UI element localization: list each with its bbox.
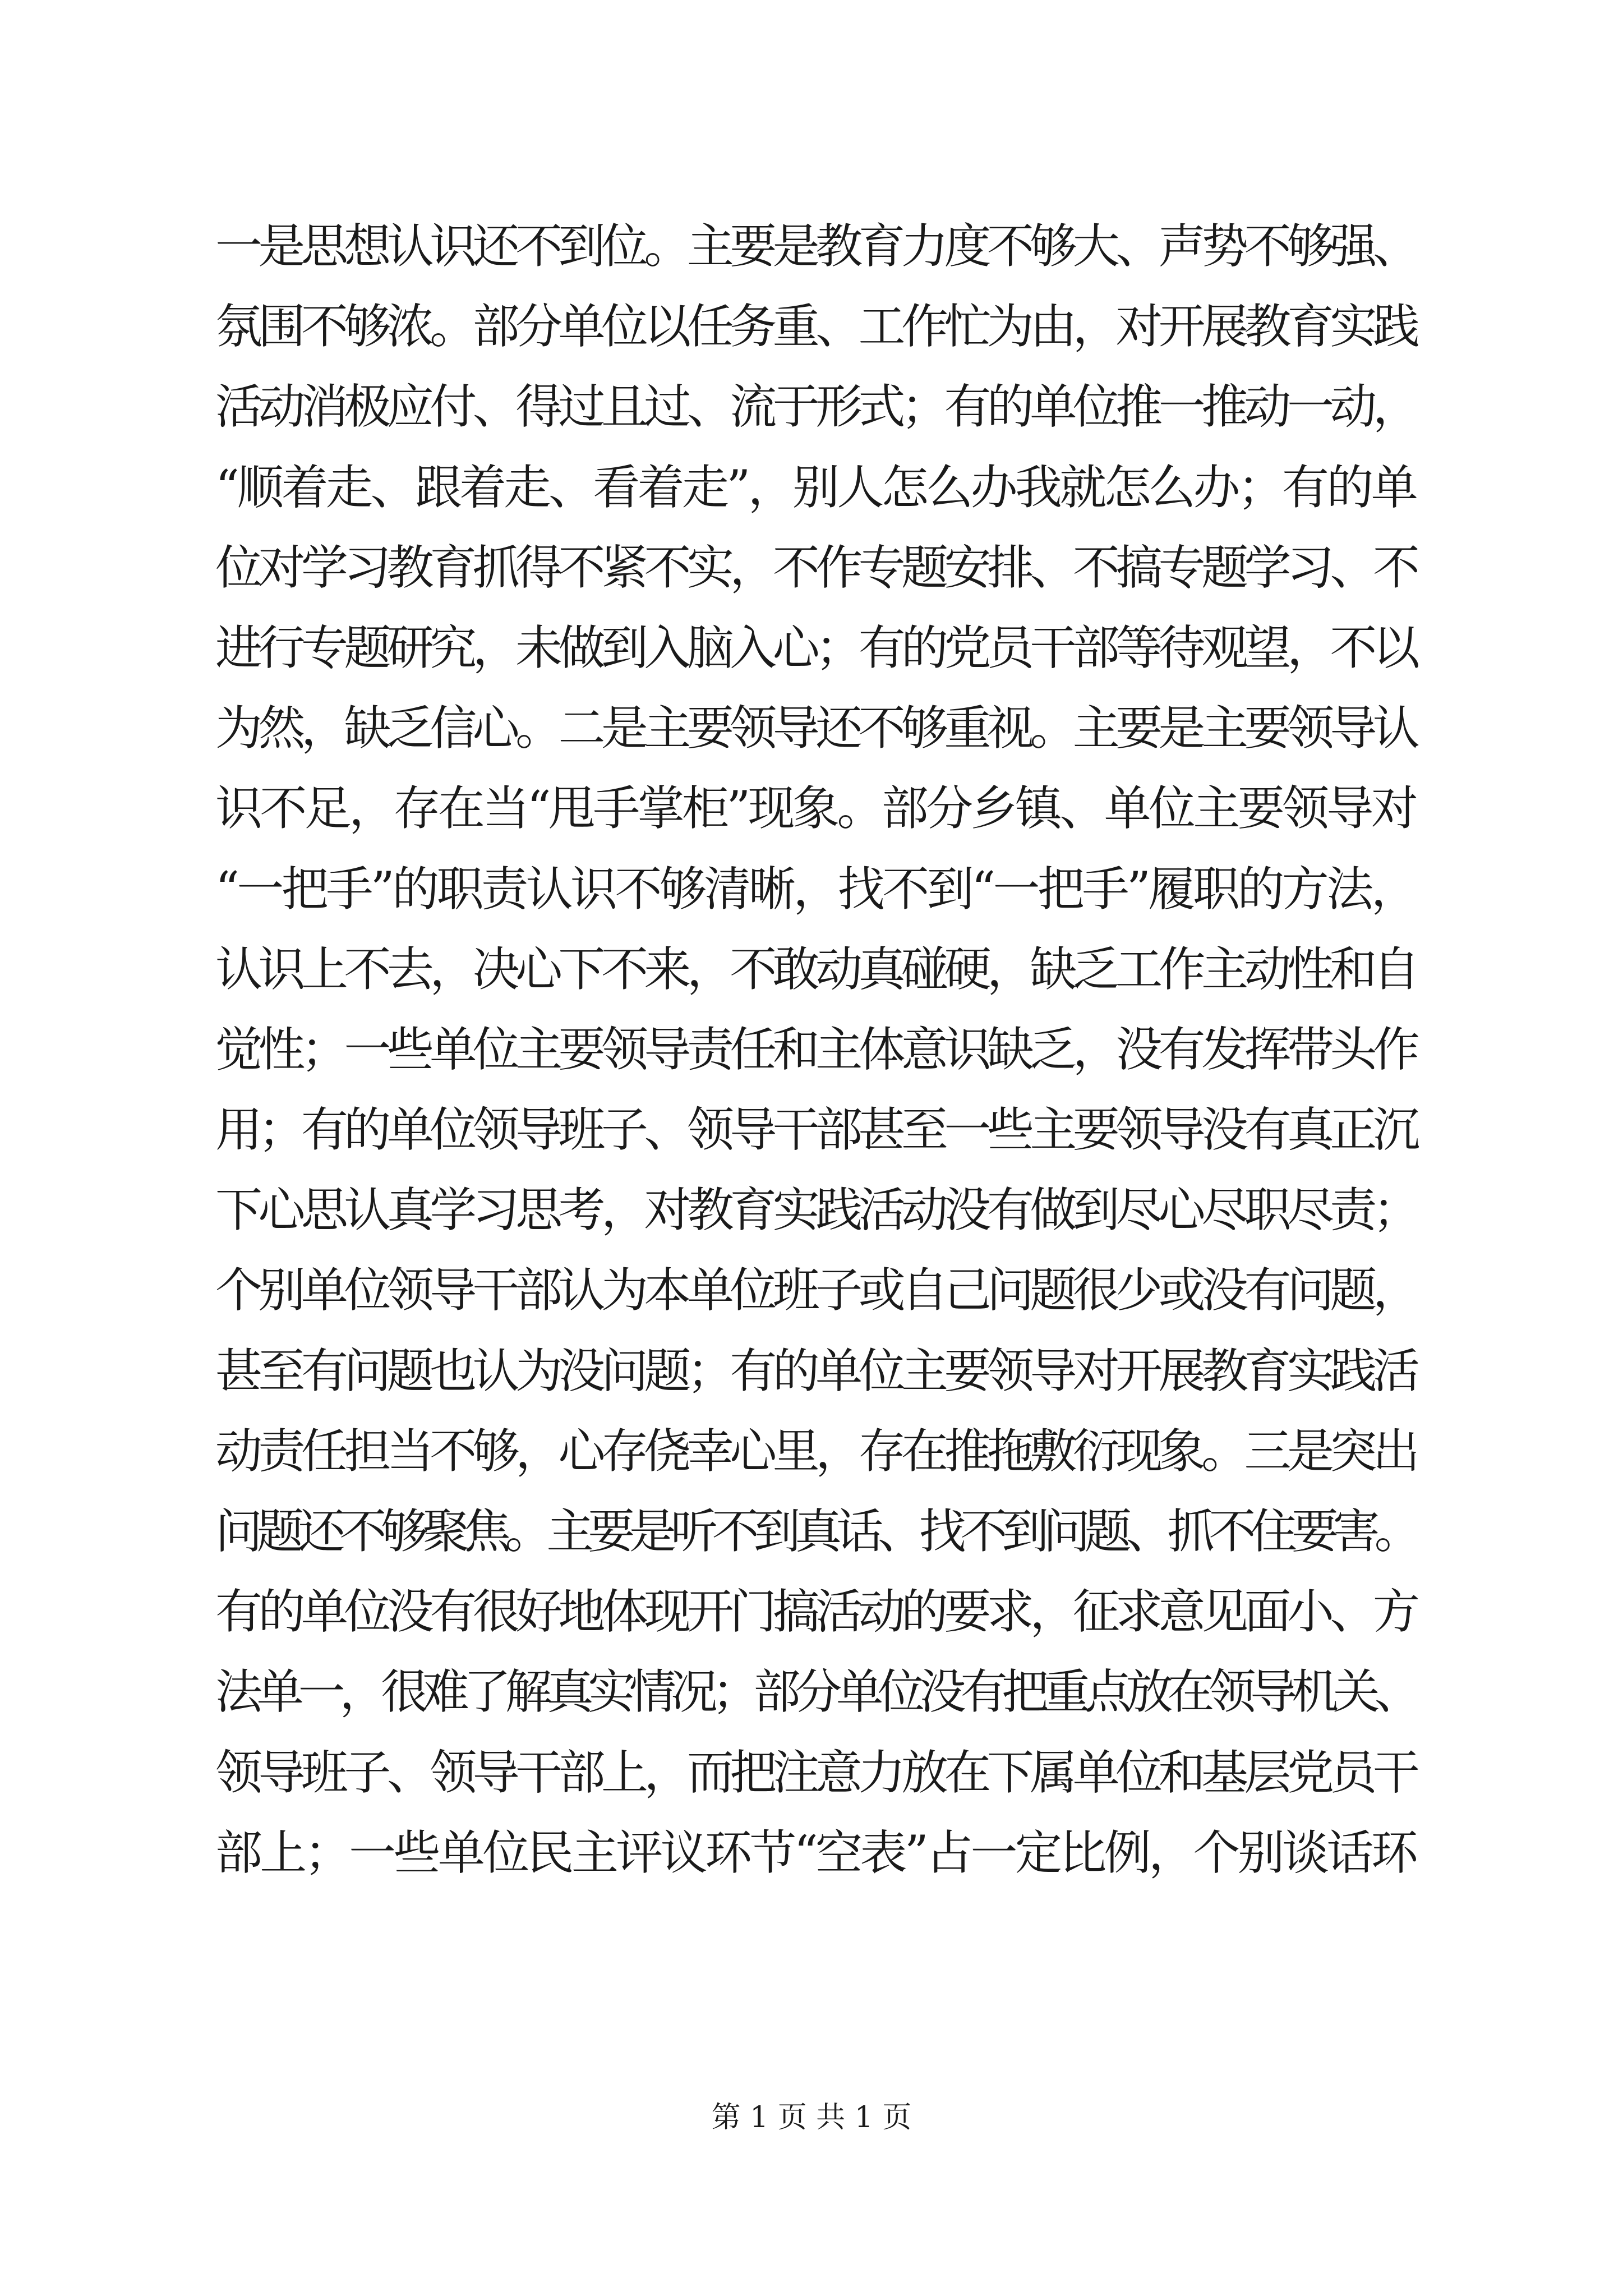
- text-line: 动责任担当不够，心存侥幸心里，存在推拖敷衍现象。三是突出: [215, 1423, 1415, 1479]
- text-line: 氛围不够浓。部分单位以任务重、工作忙为由，对开展教育实践: [215, 299, 1415, 355]
- text-line: 位对学习教育抓得不紧不实，不作专题安排、不搞专题学习、不: [215, 540, 1415, 595]
- page-number-label: 第 1 页 共 1 页: [711, 2101, 912, 2134]
- text-line: 个别单位领导干部认为本单位班子或自己问题很少或没有问题，: [215, 1263, 1415, 1318]
- body-text: [215, 206, 1415, 1893]
- text-line: 为然，缺乏信心。二是主要领导还不够重视。主要是主要领导认: [215, 701, 1415, 756]
- page-footer: [0, 2098, 1623, 2137]
- text-line: “顺着走、跟着走、看着走”，别人怎么办我就怎么办；有的单: [215, 459, 1415, 515]
- text-line: 一是思想认识还不到位。主要是教育力度不够大、声势不够强、: [215, 219, 1415, 274]
- text-line: 甚至有问题也认为没问题；有的单位主要领导对开展教育实践活: [215, 1343, 1415, 1398]
- text-line: 认识上不去，决心下不来，不敢动真碰硬，缺乏工作主动性和自: [215, 941, 1415, 997]
- text-line: 进行专题研究，未做到入脑入心；有的党员干部等待观望，不以: [215, 620, 1415, 675]
- text-line: 部上；一些单位民主评议环节“空表”占一定比例，个别谈话环: [215, 1825, 1415, 1880]
- text-line: 活动消极应付、得过且过、流于形式；有的单位推一推动一动，: [215, 379, 1415, 435]
- text-line: 觉性；一些单位主要领导责任和主体意识缺乏，没有发挥带头作: [215, 1022, 1415, 1077]
- text-line: 识不足，存在当“甩手掌柜”现象。部分乡镇、单位主要领导对: [215, 781, 1415, 836]
- text-line: 用；有的单位领导班子、领导干部甚至一些主要领导没有真正沉: [215, 1102, 1415, 1158]
- text-line: 问题还不够聚焦。主要是听不到真话、找不到问题、抓不住要害。: [215, 1504, 1415, 1559]
- text-line: 领导班子、领导干部上，而把注意力放在下属单位和基层党员干: [215, 1745, 1415, 1800]
- text-line: “一把手”的职责认识不够清晰，找不到“一把手”履职的方法，: [215, 861, 1415, 917]
- text-line: 下心思认真学习思考，对教育实践活动没有做到尽心尽职尽责；: [215, 1182, 1415, 1238]
- text-line: 法单一，很难了解真实情况；部分单位没有把重点放在领导机关、: [215, 1664, 1415, 1720]
- text-line: 有的单位没有很好地体现开门搞活动的要求，征求意见面小、方: [215, 1584, 1415, 1640]
